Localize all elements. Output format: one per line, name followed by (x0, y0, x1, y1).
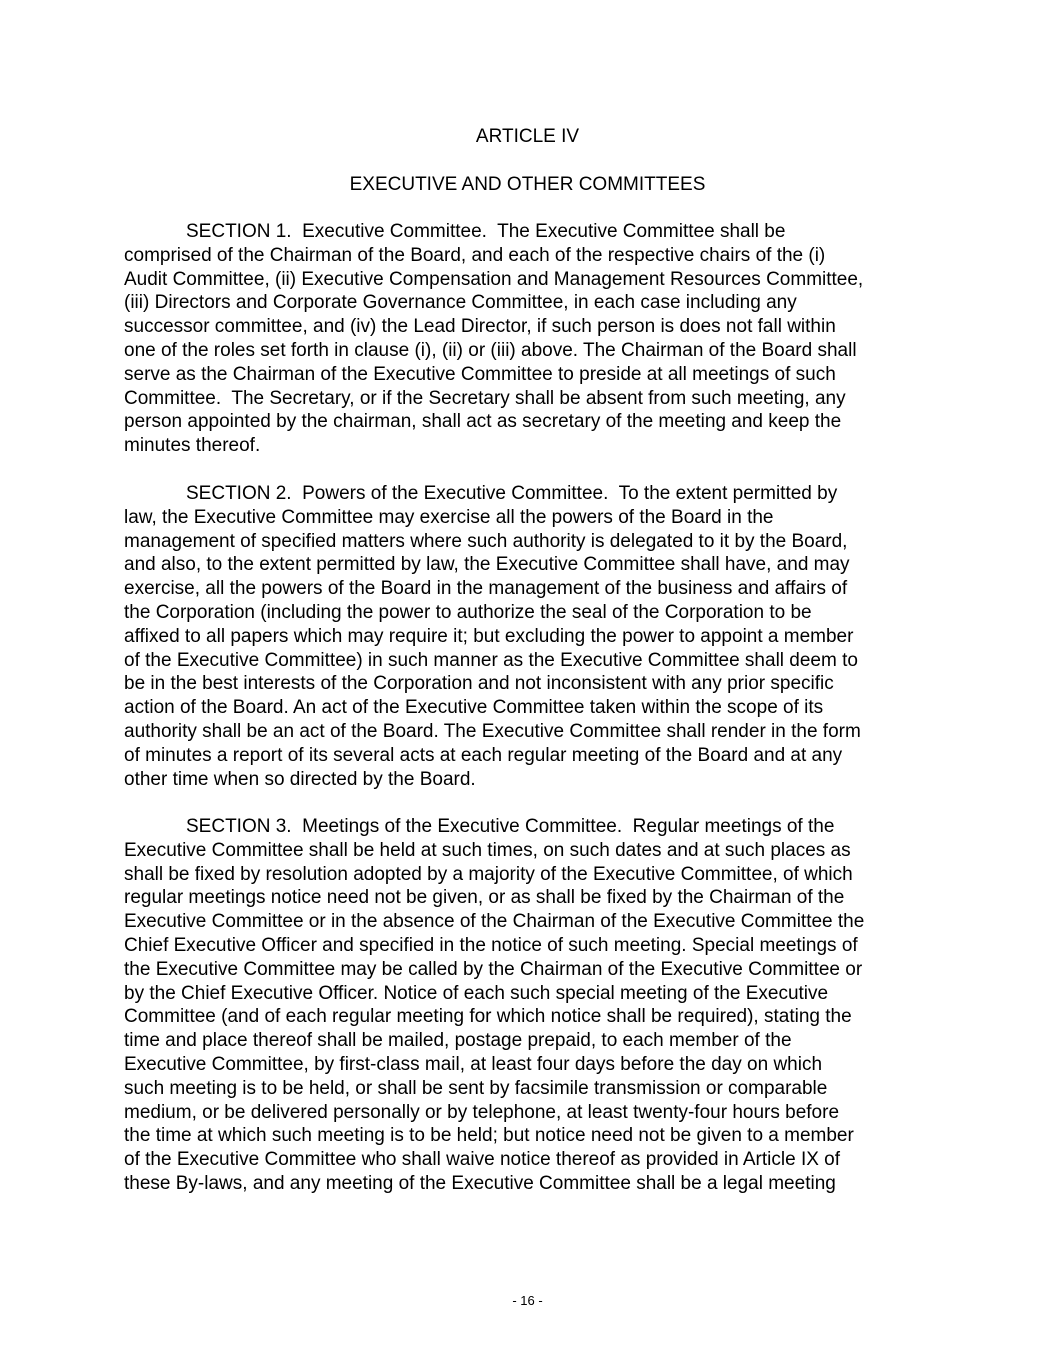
paragraph-line: Committee. The Secretary, or if the Secretary shall be absent from such meeting, any (124, 387, 846, 409)
article-subtitle: EXECUTIVE AND OTHER COMMITTEES (349, 174, 706, 195)
page-number: - 16 - (512, 1293, 543, 1308)
paragraph-line: person appointed by the chairman, shall act as secretary of the meeting and keep the (124, 411, 842, 433)
paragraph-line: be in the best interests of the Corporation and not inconsistent with any prior specific (124, 673, 834, 695)
paragraph-line: time and place thereof shall be mailed, postage prepaid, to each member of the (124, 1030, 792, 1052)
paragraph-line: minutes thereof. (124, 435, 261, 457)
paragraph-line: shall be fixed by resolution adopted by a majority of the Executive Committee, of which (124, 863, 853, 885)
paragraph-line: of the Executive Committee) in such manner as the Executive Committee shall deem to (124, 649, 858, 671)
paragraph-line: exercise, all the powers of the Board in the management of the business and affairs of (124, 578, 848, 600)
paragraph-line: the Corporation (including the power to authorize the seal of the Corporation to be (124, 601, 812, 623)
paragraph-line: SECTION 2. Powers of the Executive Committee. To the extent permitted by (186, 483, 838, 504)
paragraph-line: such meeting is to be held, or shall be sent by facsimile transmission or comparable (124, 1077, 828, 1099)
paragraph-line: the time at which such meeting is to be held; but notice need not be given to a member (124, 1125, 854, 1147)
paragraph-line: Chief Executive Officer and specified in the notice of such meeting. Special meetings of (124, 934, 858, 956)
paragraph-line: of minutes a report of its several acts at each regular meeting of the Board and at any (124, 744, 843, 766)
section-1-paragraph (124, 220, 934, 458)
paragraph-line: these By-laws, and any meeting of the Executive Committee shall be a legal meeting (124, 1172, 836, 1194)
paragraph-line: Audit Committee, (ii) Executive Compensation and Management Resources Committee, (124, 268, 864, 290)
paragraph-line: serve as the Chairman of the Executive Committee to preside at all meetings of such (124, 363, 836, 385)
paragraph-line: affixed to all papers which may require it; but excluding the power to appoint a member (124, 625, 854, 647)
paragraph-line: medium, or be delivered personally or by telephone, at least twenty-four hours before (124, 1101, 840, 1123)
paragraph-line: management of specified matters where such authority is delegated to it by the Board, (124, 530, 848, 552)
paragraph-line: successor committee, and (iv) the Lead Director, if such person is does not fall within (124, 316, 836, 338)
paragraph-line: regular meetings notice need not be given, or as shall be fixed by the Chairman of the (124, 887, 845, 909)
paragraph-line: Executive Committee shall be held at such times, on such dates and at such places as (124, 839, 851, 861)
paragraph-line: authority shall be an act of the Board. The Executive Committee shall render in the form (124, 720, 861, 742)
paragraph-line: the Executive Committee may be called by the Chairman of the Executive Committee or (124, 958, 863, 980)
paragraph-line: SECTION 1. Executive Committee. The Executive Committee shall be (186, 221, 786, 242)
article-title: ARTICLE IV (475, 126, 580, 147)
paragraph-line: Executive Committee, by first-class mail, at least four days before the day on which (124, 1053, 823, 1075)
paragraph-line: comprised of the Chairman of the Board, and each of the respective chairs of the (i) (124, 244, 826, 266)
paragraph-line: SECTION 3. Meetings of the Executive Committee. Regular meetings of the (186, 816, 835, 837)
paragraph-line: one of the roles set forth in clause (i), (ii) or (iii) above. The Chairman of the Board shall (124, 339, 857, 361)
paragraph-line: action of the Board. An act of the Executive Committee taken within the scope of its (124, 697, 824, 719)
paragraph-line: law, the Executive Committee may exercise all the powers of the Board in the (124, 506, 774, 528)
paragraph-line: by the Chief Executive Officer. Notice of each such special meeting of the Executive (124, 982, 829, 1004)
paragraph-line: (iii) Directors and Corporate Governance Committee, in each case including any (124, 292, 797, 314)
paragraph-line: other time when so directed by the Board. (124, 768, 476, 790)
paragraph-line: of the Executive Committee who shall waive notice thereof as provided in Article IX of (124, 1149, 841, 1171)
section-2-paragraph (124, 482, 934, 791)
paragraph-line: and also, to the extent permitted by law, the Executive Committee shall have, and may (124, 554, 850, 576)
paragraph-line: Executive Committee or in the absence of the Chairman of the Executive Committee the (124, 911, 865, 933)
section-3-paragraph (124, 815, 934, 1196)
paragraph-line: Committee (and of each regular meeting for which notice shall be required), stating the (124, 1006, 852, 1028)
